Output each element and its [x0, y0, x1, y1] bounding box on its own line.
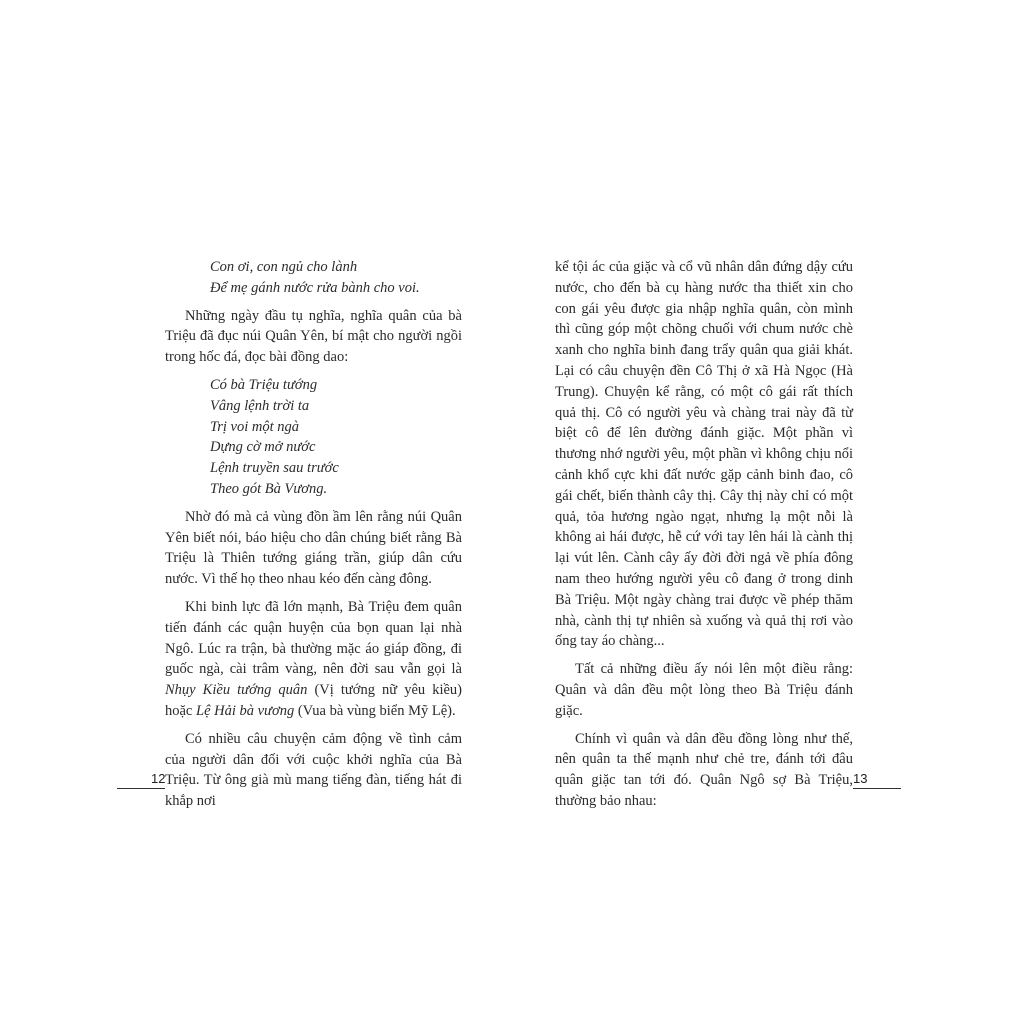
footer-rule: [853, 788, 901, 789]
paragraph: kể tội ác của giặc và cổ vũ nhân dân đứng dậy cứu nước, cho đến bà cụ hàng nước tha thiết xin cho con gái yêu được gia nhập nghĩa quân, còn mình thì cũng góp một chõng chuối với chum nước chè xanh cho nghĩa binh đang trẩy quân qua giải khát. Lại có câu chuyện đền Cô Thị ở xã Hà Ngọc (Hà Trung). Chuyện kể rằng, có một cô gái rất thích quả thị. Cô có người yêu và chàng trai này đã từ biệt cô để lên đường đánh giặc. Một phần vì thương nhớ người yêu, một phần vì không chịu nổi cảnh khổ cực khi đất nước gặp cảnh binh đao, cô gái chết, biến thành cây thị. Cây thị này chỉ có một quả, tỏa hương ngào ngạt, nhưng lạ một nỗi là không ai hái được, hễ cứ với tay lên hái là cành thị lại vút lên. Cành cây ấy đời đời ngả về phía đông nam theo hướng người yêu cô đang ở trong dinh Bà Triệu. Một ngày chàng trai được về phép thăm nhà, cành thị tự nhiên sà xuống và quả thị rơi vào ống tay áo chàng...: [555, 259, 853, 650]
verse-line: Để mẹ gánh nước rửa bành cho voi.: [210, 279, 420, 296]
italic-title: Nhụy Kiều tướng quân: [165, 682, 308, 699]
page-number: 13: [853, 771, 868, 786]
lullaby-verse: [210, 257, 462, 299]
paragraph-text: (Vua bà vùng biển Mỹ Lệ).: [294, 702, 456, 719]
verse-line: Trị voi một ngà: [210, 418, 300, 435]
paragraph: Những ngày đầu tụ nghĩa, nghĩa quân của bà Triệu đã đục núi Quân Yên, bí mật cho người ngồi trong hốc đá, đọc bài đồng dao:: [165, 307, 462, 366]
paragraph-text: (Vị tướng nữ yêu kiều) hoặc: [165, 682, 462, 719]
verse-line: Vâng lệnh trời ta: [210, 397, 310, 414]
left-page-text: [165, 257, 462, 819]
verse-line: Con ơi, con ngủ cho lành: [210, 259, 358, 275]
paragraph: Tất cả những điều ấy nói lên một điều rằng: Quân và dân đều một lòng theo Bà Triệu đánh giặc.: [555, 661, 853, 719]
verse-line: Có bà Triệu tướng: [210, 376, 318, 393]
verse-line: Theo gót Bà Vương.: [210, 480, 328, 497]
footer-rule: [117, 788, 165, 789]
right-page: [512, 0, 1024, 1024]
verse-line: Dựng cờ mở nước: [210, 439, 316, 456]
italic-title: Lệ Hải bà vương: [196, 702, 295, 719]
paragraph: Có nhiều câu chuyện cảm động về tình cảm của người dân đối với cuộc khởi nghĩa của Bà Triệu. Từ ông già mù mang tiếng đàn, tiếng hát đi khắp nơi: [165, 730, 462, 810]
verse-line: Lệnh truyền sau trước: [210, 460, 339, 477]
paragraph-text: Khi binh lực đã lớn mạnh, Bà Triệu đem quân tiến đánh các quận huyện của bọn quan lại nhà Ngô. Lúc ra trận, bà thường mặc áo giáp đồng, đi guốc ngà, cài trâm vàng, nên đời sau vẫn gọi là: [165, 598, 462, 678]
paragraph: Chính vì quân và dân đều đồng lòng như thế, nên quân ta thế mạnh như chẻ tre, đánh tới đâu quân giặc tan tới đó. Quân Ngô sợ Bà Triệu, thường bảo nhau:: [555, 730, 853, 809]
paragraph: Nhờ đó mà cả vùng đồn ầm lên rằng núi Quân Yên biết nói, báo hiệu cho dân chúng biết rằng Bà Triệu là Thiên tướng giáng trần, giúp dân cứu nước. Vì thế họ theo nhau kéo đến càng đông.: [165, 508, 462, 588]
paragraph: [165, 597, 462, 722]
right-page-text: [555, 257, 853, 819]
folk-verse: [210, 375, 462, 500]
page-number: 12: [151, 771, 166, 786]
